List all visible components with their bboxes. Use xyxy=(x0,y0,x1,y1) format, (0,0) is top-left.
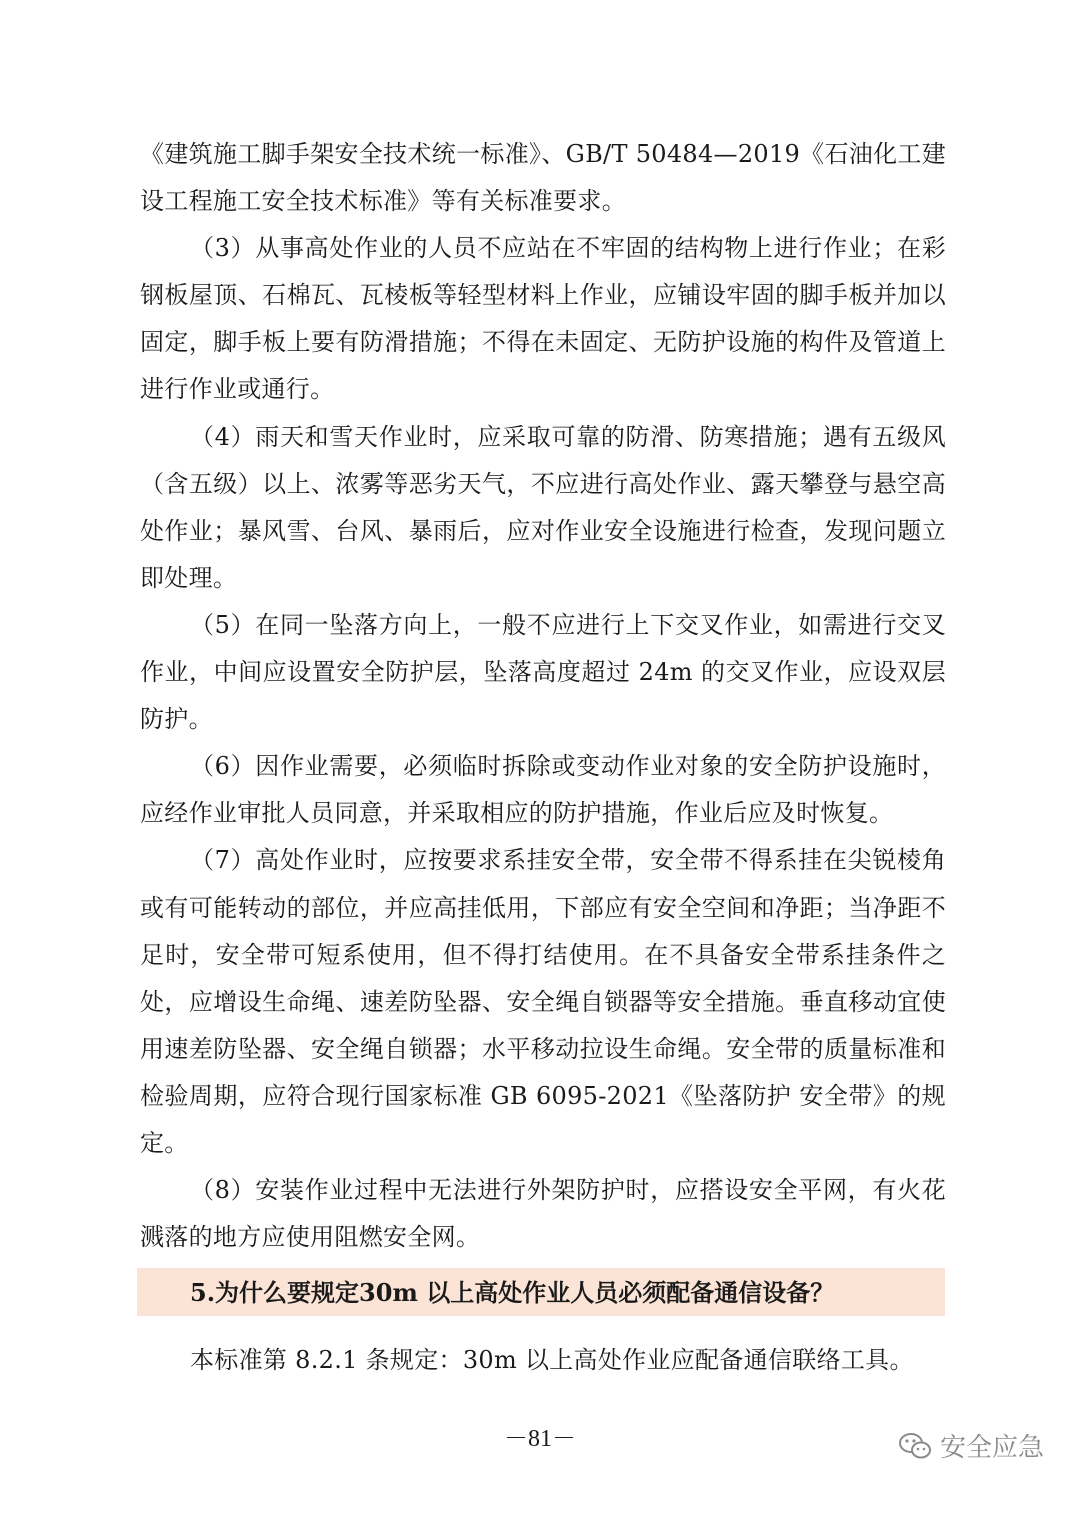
document-body xyxy=(140,131,946,1261)
paragraph-continuation: 《建筑施工脚手架安全技术统一标准》、GB/T 50484—2019《石油化工建设工程施工安全技术标准》等有关标准要求。 xyxy=(140,140,946,216)
paragraph-item-7: （7）高处作业时，应按要求系挂安全带，安全带不得系挂在尖锐棱角或有可能转动的部位，并应高挂低用，下部应有安全空间和净距；当净距不足时，安全带可短系使用，但不得打结使用。在不具备安全带系挂条件之处，应增设生命绳、速差防坠器、安全绳自锁器等安全措施。垂直移动宜使用速差防坠器、安全绳自锁器；水平移动拉设生命绳。安全带的质量标准和检验周期，应符合现行国家标准 GB 6095-2021《坠落防护 安全带》的规定。 xyxy=(140,846,946,1157)
question-heading: 5.为什么要规定30m 以上高处作业人员必须配备通信设备？ xyxy=(190,1278,835,1307)
paragraph-item-8: （8）安装作业过程中无法进行外架防护时，应搭设安全平网，有火花溅落的地方应使用阻燃安全网。 xyxy=(140,1176,946,1252)
watermark xyxy=(898,1427,1044,1464)
paragraph-item-3: （3）从事高处作业的人员不应站在不牢固的结构物上进行作业；在彩钢板屋顶、石棉瓦、瓦棱板等轻型材料上作业，应铺设牢固的脚手板并加以固定，脚手板上要有防滑措施；不得在未固定、无防护设施的构件及管道上进行作业或通行。 xyxy=(140,234,946,404)
paragraph-item-6: （6）因作业需要，必须临时拆除或变动作业对象的安全防护设施时，应经作业审批人员同意，并采取相应的防护措施，作业后应及时恢复。 xyxy=(140,752,946,828)
watermark-label: 安全应急 xyxy=(939,1433,1044,1463)
answer-paragraph: 本标准第 8.2.1 条规定：30m 以上高处作业应配备通信联络工具。 xyxy=(190,1346,914,1374)
wechat-icon xyxy=(898,1431,932,1461)
paragraph-item-5: （5）在同一坠落方向上，一般不应进行上下交叉作业，如需进行交叉作业，中间应设置安全防护层，坠落高度超过 24m 的交叉作业，应设双层防护。 xyxy=(140,610,946,734)
page-number: －81－ xyxy=(504,1426,576,1452)
answer-section xyxy=(140,1337,946,1384)
paragraph-item-4: （4）雨天和雪天作业时，应采取可靠的防滑、防寒措施；遇有五级风（含五级）以上、浓雾等恶劣天气，不应进行高处作业、露天攀登与悬空高处作业；暴风雪、台风、暴雨后，应对作业安全设施进行检查，发现问题立即处理。 xyxy=(140,422,946,592)
